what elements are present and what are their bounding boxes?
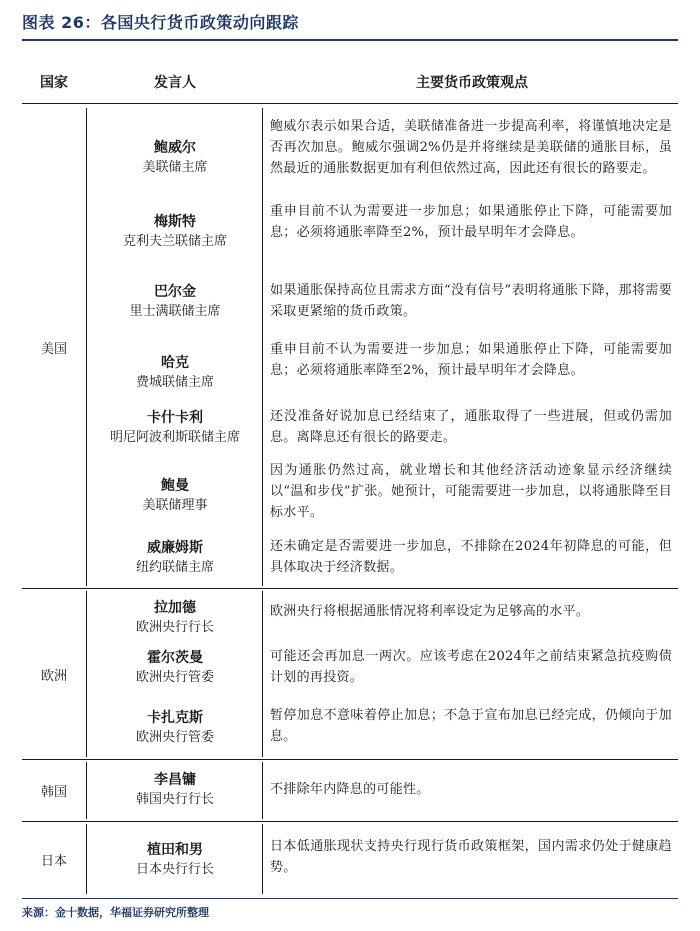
divider-us-right [262, 108, 263, 586]
figure-title: 图表 26：各国央行货币政策动向跟踪 [22, 13, 299, 32]
divider-eu-right [262, 591, 263, 757]
speaker-cell [88, 764, 262, 814]
policy-view: 欧洲央行将根据通胀情况将利率设定为足够高的水平。 [270, 604, 590, 619]
speaker-role: 日本央行行长 [135, 861, 214, 877]
speaker-name: 拉加德 [154, 599, 196, 616]
speaker-cell [88, 594, 262, 640]
title-rule [22, 39, 678, 41]
divider-us-left [86, 108, 87, 586]
speaker-role: 美联储主席 [142, 159, 208, 175]
policy-view: 重申目前不认为需要进一步加息；如果通胀停止下降，可能需要加息；必须将通胀率降至2%，预计最早明年才会降息。 [270, 342, 672, 378]
speaker-name: 霍尔茨曼 [147, 649, 203, 666]
speaker-name: 鲍威尔 [154, 139, 196, 156]
speaker-role: 明尼阿波利斯联储主席 [109, 429, 240, 445]
policy-view: 日本低通胀现状支持央行现行货币政策框架，国内需求仍处于健康趋势。 [270, 839, 672, 875]
column-header-view: 主要货币政策观点 [416, 75, 528, 91]
source-note: 来源：金十数据，华福证券研究所整理 [22, 906, 209, 919]
speaker-role: 欧洲央行管委 [135, 669, 214, 685]
speaker-name: 李昌镛 [154, 771, 196, 788]
header-rule [22, 103, 678, 104]
speaker-name: 鲍曼 [161, 477, 189, 494]
speaker-cell [88, 464, 262, 526]
policy-view: 不排除年内降息的可能性。 [270, 782, 430, 797]
divider-kr-right [262, 762, 263, 819]
speaker-role: 欧洲央行行长 [135, 619, 214, 635]
policy-view: 还没准备好说加息已经结束了，通胀取得了一些进展，但或仍需加息。离降息还有很长的路要走。 [270, 409, 672, 445]
speaker-name: 威廉姆斯 [147, 539, 203, 556]
speaker-role: 费城联储主席 [135, 374, 214, 390]
policy-view: 重申目前不认为需要进一步加息；如果通胀停止下降，可能需要加息；必须将通胀率降至2%，预计最早明年才会降息。 [270, 204, 672, 240]
speaker-role: 美联储理事 [142, 497, 208, 513]
footer-rule [22, 898, 678, 899]
speaker-cell [88, 532, 262, 582]
speaker-role: 韩国央行行长 [135, 791, 214, 807]
country-cell: 日本 [40, 853, 67, 869]
speaker-cell [88, 702, 262, 752]
divider-eu-left [86, 591, 87, 757]
speaker-name: 卡什卡利 [147, 409, 203, 426]
speaker-role: 纽约联储主席 [135, 559, 214, 575]
policy-view: 因为通胀仍然过高，就业增长和其他经济活动迹象显示经济继续以“温和步伐”扩张。她预计，可能需要进一步加息，以将通胀降至目标水平。 [270, 463, 672, 520]
speaker-cell [88, 276, 262, 326]
speaker-name: 卡扎克斯 [147, 709, 203, 726]
speaker-cell [88, 126, 262, 188]
speaker-name: 植田和男 [147, 841, 203, 858]
group-separator [22, 821, 678, 822]
country-cell: 韩国 [40, 785, 67, 800]
speaker-cell [88, 642, 262, 692]
policy-view: 如果通胀保持高位且需求方面“没有信号”表明将通胀下降，那将需要采取更紧缩的货币政策。 [270, 283, 672, 319]
country-cell: 美国 [40, 341, 67, 357]
speaker-cell [88, 404, 262, 450]
divider-jp-right [262, 824, 263, 894]
speaker-name: 哈克 [161, 354, 189, 371]
divider-kr-left [86, 762, 87, 819]
speaker-name: 梅斯特 [154, 213, 196, 230]
speaker-role: 欧洲央行管委 [135, 729, 214, 745]
speaker-role: 克利夫兰联储主席 [122, 233, 227, 249]
speaker-name: 巴尔金 [154, 283, 196, 300]
group-separator [22, 588, 678, 589]
policy-view: 鲍威尔表示如果合适，美联储准备进一步提高利率，将谨慎地决定是否再次加息。鲍威尔强调2%仍是并将继续是美联储的通胀目标，虽然最近的通胀数据更加有利但依然过高，因此还有很长的路要走。 [270, 119, 672, 176]
speaker-cell [88, 340, 262, 404]
group-separator [22, 759, 678, 760]
policy-view: 暂停加息不意味着停止加息；不急于宣布加息已经完成，仍倾向于加息。 [270, 708, 672, 744]
speaker-role: 里士满联储主席 [129, 303, 221, 319]
speaker-cell [88, 834, 262, 884]
column-header-country: 国家 [40, 75, 68, 91]
divider-jp-left [86, 824, 87, 894]
column-header-speaker: 发言人 [154, 75, 196, 91]
policy-view: 可能还会再加息一两次。应该考虑在2024年之前结束紧急抗疫购债计划的再投资。 [270, 649, 672, 685]
country-cell: 欧洲 [40, 668, 67, 684]
speaker-cell [88, 200, 262, 262]
policy-view: 还未确定是否需要进一步加息，不排除在2024年初降息的可能，但具体取决于经济数据。 [270, 539, 672, 575]
